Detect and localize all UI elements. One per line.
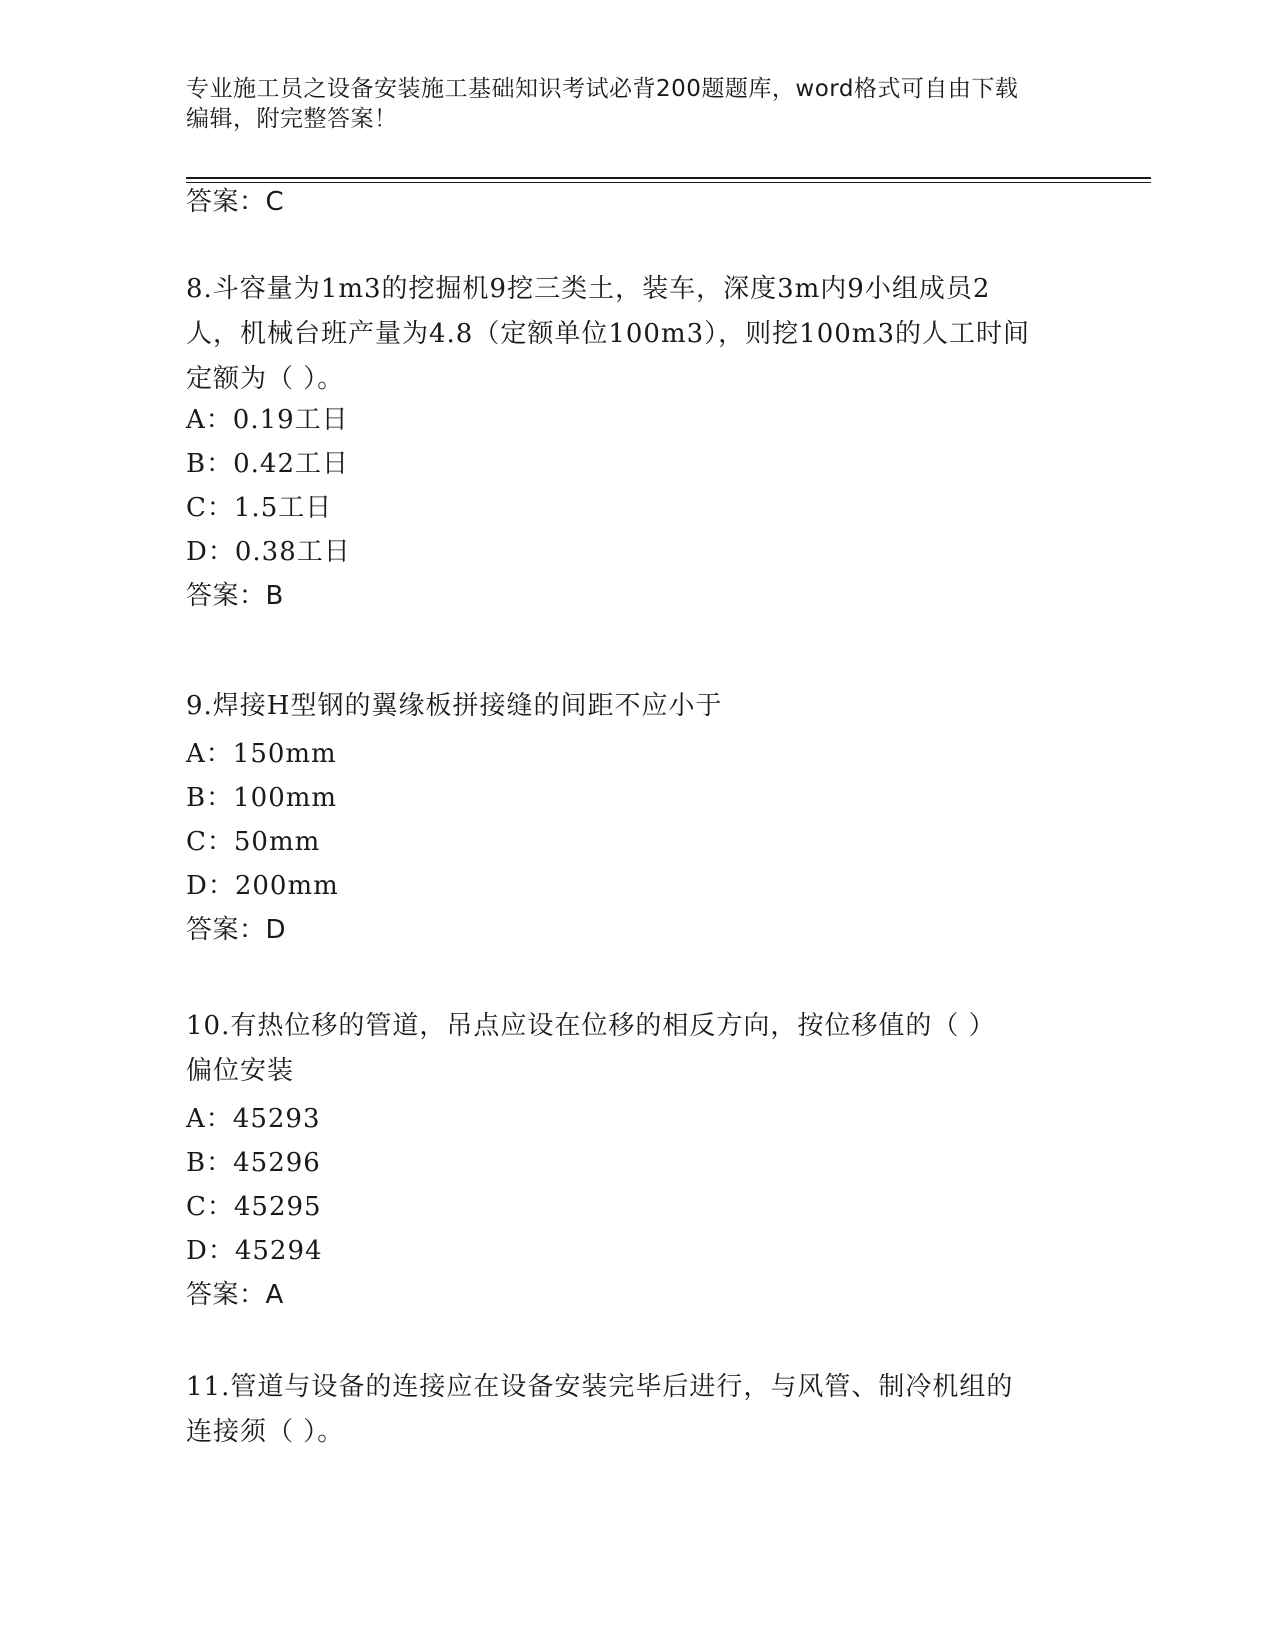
q8-option-c: C：1.5工日	[186, 493, 333, 523]
q9-option-b: B：100mm	[186, 783, 338, 813]
q8-option-d: D：0.38工日	[186, 537, 351, 567]
q10-option-d: D：45294	[186, 1236, 323, 1266]
header-divider	[186, 177, 1151, 179]
q8-stem-line-2: 人，机械台班产量为4.8（定额单位100m3），则挖100m3的人工时间	[186, 319, 1030, 349]
q10-option-c: C：45295	[186, 1192, 322, 1222]
q10-stem-line-1: 10.有热位移的管道，吊点应设在位移的相反方向，按位移值的（ ）	[186, 1011, 996, 1041]
q10-answer: 答案：A	[186, 1280, 284, 1310]
q9-option-a: A：150mm	[186, 739, 337, 769]
q10-stem	[186, 1004, 1066, 1094]
q8-option-b: B：0.42工日	[186, 449, 349, 479]
q9-stem	[186, 684, 1066, 729]
q11-stem-line-1: 11.管道与设备的连接应在设备安装完毕后进行，与风管、制冷机组的	[186, 1372, 1014, 1402]
q9-stem-line-1: 9.焊接H型钢的翼缘板拼接缝的间距不应小于	[186, 691, 723, 721]
q8-answer: 答案：B	[186, 581, 284, 611]
q8-option-a: A：0.19工日	[186, 405, 349, 435]
q10-option-a: A：45293	[186, 1104, 321, 1134]
q9-answer: 答案：D	[186, 915, 287, 945]
q7-answer: 答案：C	[186, 187, 285, 217]
q8-stem	[186, 267, 1066, 402]
document-header	[186, 74, 1066, 134]
q11-stem-line-2: 连接须（ ）。	[186, 1417, 345, 1447]
q11-stem	[186, 1365, 1066, 1455]
q9-option-d: D：200mm	[186, 871, 339, 901]
q10-stem-line-2: 偏位安装	[186, 1056, 295, 1086]
q8-stem-line-1: 8.斗容量为1m3的挖掘机9挖三类土，装车，深度3m内9小组成员2	[186, 274, 991, 304]
q8-stem-line-3: 定额为（ ）。	[186, 364, 345, 394]
header-line-2: 编辑，附完整答案！	[186, 106, 398, 132]
q10-option-b: B：45296	[186, 1148, 321, 1178]
header-line-1: 专业施工员之设备安装施工基础知识考试必背200题题库，word格式可自由下载	[186, 76, 1019, 102]
header-divider-thin	[186, 182, 1151, 183]
q9-option-c: C：50mm	[186, 827, 321, 857]
